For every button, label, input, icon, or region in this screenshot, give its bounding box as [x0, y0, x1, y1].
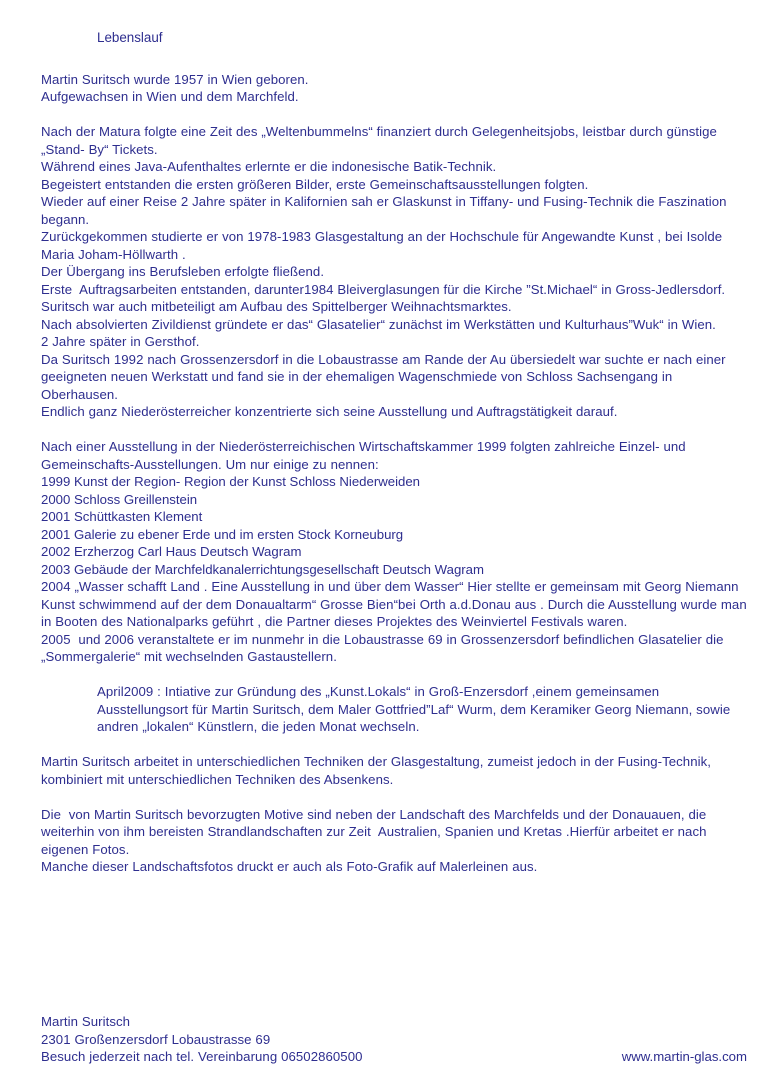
footer-website-link[interactable]: www.martin-glas.com — [621, 1049, 747, 1064]
exhibition-item: 1999 Kunst der Region- Region der Kunst Schloss Niederweiden — [41, 474, 420, 489]
intro-block — [41, 71, 747, 106]
biography-paragraph-11: Da Suritsch 1992 nach Grossenzersdorf in die Lobaustrasse am Rande der Au übersiedelt war suchte er nach einer geeigneten neuen Werkstatt und fand sie in der ehemaligen Wagenschmiede von Schloss Sachsengang in Oberhausen. — [41, 351, 730, 402]
biography-paragraph-7: Erste Auftragsarbeiten entstanden, darunter1984 Bleiverglasungen für die Kirche ”St.Michael“ in Gross-Jedlersdorf. — [41, 281, 726, 297]
biography-paragraph-5: Zurückgekommen studierte er von 1978-1983 Glasgestaltung an der Hochschule für Angewandte Kunst , bei Isolde Maria Joham-Höllwarth . — [41, 229, 730, 262]
footer-contact-row — [41, 1048, 747, 1066]
biography-paragraph-10: 2 Jahre später in Gersthof. — [41, 334, 200, 349]
exhibitions-intro: Nach einer Ausstellung in der Niederösterreichischen Wirtschaftskammer 1999 folgten zahlreiche Einzel- und Gemeinschafts-Ausstellungen. Um nur einige zu nennen: — [41, 439, 690, 472]
exhibition-item-2004: 2004 „Wasser schafft Land . Eine Ausstellung in und über dem Wasser“ Hier stellte er gemeinsam mit Georg Niemann Kunst schwimmend auf der dem Donaualtarm“ Grosse Bien“bei Orth a.d.Donau aus . Durch die Ausstellung wurde man in Booten des Nationalparks geführt , die Partner dieses Projektes des Weinviertel Festivals waren. — [41, 579, 751, 629]
biography-paragraph-2: Während eines Java-Aufenthaltes erlernte er die indonesische Batik-Technik. — [41, 159, 497, 174]
exhibition-item: 2003 Gebäude der Marchfeldkanalerrichtungsgesellschaft Deutsch Wagram — [41, 561, 484, 577]
biography-paragraph-1: Nach der Matura folgte eine Zeit des „Weltenbummelns“ finanziert durch Gelegenheitsjobs, leistbar durch günstige „Stand- By“ Tickets. — [41, 124, 721, 157]
biography-paragraph-3: Begeistert entstanden die ersten größeren Bilder, erste Gemeinschaftsausstellungen folgten. — [41, 176, 589, 192]
document-footer — [41, 1013, 747, 1066]
document-body — [41, 29, 751, 876]
footer-address: 2301 Großenzersdorf Lobaustrasse 69 — [41, 1031, 271, 1047]
kunstlokal-paragraph: April2009 : Intiative zur Gründung des „Kunst.Lokals“ in Groß-Enzersdorf ,einem gemeinsamen Ausstellungsort für Martin Suritsch, dem Maler Gottfried”Laf“ Wurm, dem Keramiker Georg Niemann, sowie andren „lokalen“ Künstlern, die jeden Monat wechseln. — [97, 684, 735, 734]
exhibitions-block — [41, 438, 751, 666]
footer-contact: Besuch jederzeit nach tel. Vereinbarung 06502860500 — [41, 1049, 363, 1064]
biography-paragraph-4: Wieder auf einer Reise 2 Jahre später in Kalifornien sah er Glaskunst in Tiffany- und Fusing-Technik die Faszination begann. — [41, 194, 731, 227]
technique-block — [41, 753, 747, 788]
biography-paragraph-6: Der Übergang ins Berufsleben erfolgte fließend. — [41, 264, 325, 279]
biography-paragraph-8: Suritsch war auch mitbeteiligt am Aufbau des Spittelberger Weihnachtsmarktes. — [41, 299, 512, 314]
exhibition-item-2005: 2005 und 2006 veranstaltete er im nunmehr in die Lobaustrasse 69 in Grossenzersdorf befindlichen Glasatelier die „Sommergalerie“ mit wechselnden Gastaustellern. — [41, 631, 728, 664]
motifs-paragraph-2: Manche dieser Landschaftsfotos druckt er auch als Foto-Grafik auf Malerleinen aus. — [41, 859, 538, 874]
spacer — [41, 736, 747, 754]
technique-paragraph: Martin Suritsch arbeitet in unterschiedlichen Techniken der Glasgestaltung, zumeist jedoch in der Fusing-Technik, kombiniert mit unterschiedlichen Techniken des Absenkens. — [41, 754, 715, 787]
biography-paragraph-9: Nach absolvierten Zivildienst gründete er das“ Glasatelier“ zunächst im Werkstätten und Kulturhaus”Wuk“ in Wien. — [41, 316, 716, 332]
intro-line-2: Aufgewachsen in Wien und dem Marchfeld. — [41, 89, 299, 104]
biography-block — [41, 123, 747, 421]
exhibition-item: 2001 Galerie zu ebener Erde und im ersten Stock Korneuburg — [41, 526, 404, 542]
biography-paragraph-12: Endlich ganz Niederösterreicher konzentrierte sich seine Ausstellung und Auftragstätigkeit darauf. — [41, 404, 618, 419]
exhibition-item: 2000 Schloss Greillenstein — [41, 491, 198, 507]
spacer — [41, 421, 747, 439]
spacer — [41, 666, 747, 684]
spacer — [41, 47, 747, 71]
kunstlokal-block — [41, 683, 747, 736]
exhibition-item: 2002 Erzherzog Carl Haus Deutsch Wagram — [41, 544, 302, 559]
page-title: Lebenslauf — [97, 30, 163, 45]
spacer — [41, 788, 747, 806]
motifs-block — [41, 806, 747, 876]
exhibition-item: 2001 Schüttkasten Klement — [41, 509, 203, 524]
motifs-paragraph-1: Die von Martin Suritsch bevorzugten Motive sind neben der Landschaft des Marchfelds und der Donauauen, die weiterhin von ihm bereisten Strandlandschaften zur Zeit Australien, Spanien und Kretas .Hierfür arbeitet er nach eigenen Fotos. — [41, 806, 711, 857]
intro-line-1: Martin Suritsch wurde 1957 in Wien geboren. — [41, 71, 309, 87]
spacer — [41, 106, 747, 124]
footer-name: Martin Suritsch — [41, 1014, 131, 1029]
